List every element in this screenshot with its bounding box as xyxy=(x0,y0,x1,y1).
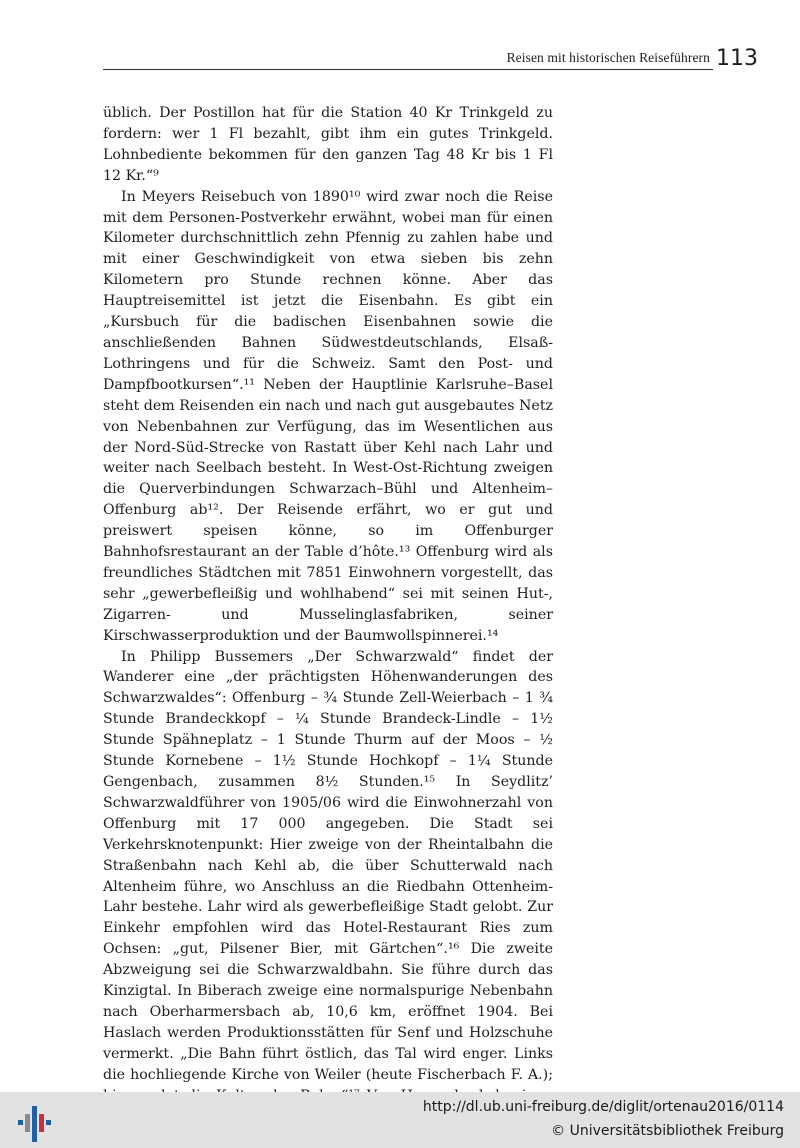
footer-copyright: © Universitätsbibliothek Freiburg xyxy=(551,1123,784,1139)
header-rule xyxy=(103,69,713,70)
body-text xyxy=(103,103,553,1127)
ub-freiburg-logo-icon xyxy=(14,1100,54,1144)
footer-url-link[interactable]: http://dl.ub.uni-freiburg.de/diglit/ortenau2016/0114 xyxy=(422,1099,784,1115)
page-header xyxy=(103,44,758,76)
page-number: 113 xyxy=(716,46,758,71)
running-title: Reisen mit historischen Reiseführern xyxy=(506,50,710,65)
paragraph-1: üblich. Der Postillon hat für die Station 40 Kr Trinkgeld zu fordern: wer 1 Fl bezahlt, gibt ihm ein gutes Trinkgeld. Lohnbediente bekommen für den ganzen Tag 48 Kr bis 1 Fl 12 Kr.“⁹ xyxy=(103,105,553,184)
paragraph-2: In Meyers Reisebuch von 1890¹⁰ wird zwar noch die Reise mit dem Personen-Postverkehr erwähnt, wobei man für einen Kilometer durchschnittlich zehn Pfennig zu zahlen habe und mit einer Geschwindigkeit von etwa sieben bis zehn Kilometern pro Stunde rechnen könne. Aber das Hauptreisemittel ist jetzt die Eisenbahn. Es gibt ein „Kursbuch für die badischen Eisenbahnen sowie die anschließenden Bahnen Südwestdeutschlands, Elsaß-Lothringens und für die Schweiz. Samt den Post- und Dampfbootkursen“.¹¹ Neben der Hauptlinie Karlsruhe–Basel steht dem Reisenden ein nach und nach gut ausgebautes Netz von Nebenbahnen zur Verfügung, das im Wesentlichen aus der Nord-Süd-Strecke von Rastatt über Kehl nach Lahr und weiter nach Seelbach besteht. In West-Ost-Richtung zweigen die Querverbindungen Schwarzach–Bühl und Altenheim–Offenburg ab¹². Der Reisende erfährt, wo er gut und preiswert speisen könne, so im Offenburger Bahnhofsrestaurant an der Table d’hôte.¹³ Offenburg wird als freundliches Städtchen mit 7851 Einwohnern vorgestellt, das sehr „gewerbefleißig und wohlhabend“ sei mit seinen Hut-, Zigarren- und Musselinglasfabriken, seiner Kirschwasserproduktion und der Baumwollspinnerei.¹⁴ xyxy=(103,188,553,644)
footer-bar xyxy=(0,1092,800,1148)
paragraph-3: In Philipp Bussemers „Der Schwarzwald“ findet der Wanderer eine „der prächtigsten Höhenwanderungen des Schwarzwaldes“: Offenburg – ¾ Stunde Zell-Weierbach – 1 ¾ Stunde Brandeckkopf – ¼ Stunde Brandeck-Lindle – 1½ Stunde Spähneplatz – 1 Stunde Thurm auf der Moos – ½ Stunde Kornebene – 1½ Stunde Hochkopf – 1¼ Stunde Gengenbach, zusammen 8½ Stunden.¹⁵ In Seydlitz’ Schwarzwaldführer von 1905/06 wird die Einwohnerzahl von Offenburg mit 17 000 angegeben. Die Stadt sei Verkehrsknotenpunkt: Hier zweige von der Rheintalbahn die Straßenbahn nach Kehl ab, die über Schutterwald nach Altenheim führe, wo Anschluss an die Riedbahn Ottenheim-Lahr bestehe. Lahr wird als gewerbefleißige Stadt gelobt. Zur Einkehr empfohlen wird das Hotel-Restaurant Ries zum Ochsen: „gut, Pilsener Bier, mit Gärtchen“.¹⁶ Die zweite Abzweigung sei die Schwarzwaldbahn. Sie führe durch das Kinzigtal. In Biberach zweige eine normalspurige Nebenbahn nach Oberharmersbach ab, 10,6 km, eröffnet 1904. Bei Haslach werden Produktionsstätten für Senf und Holzschuhe vermerkt. „Die Bahn führt östlich, das Tal wird enger. Links die hochliegende Kirche von Weiler (heute Fischerbach F. A.); xyxy=(103,648,553,1083)
